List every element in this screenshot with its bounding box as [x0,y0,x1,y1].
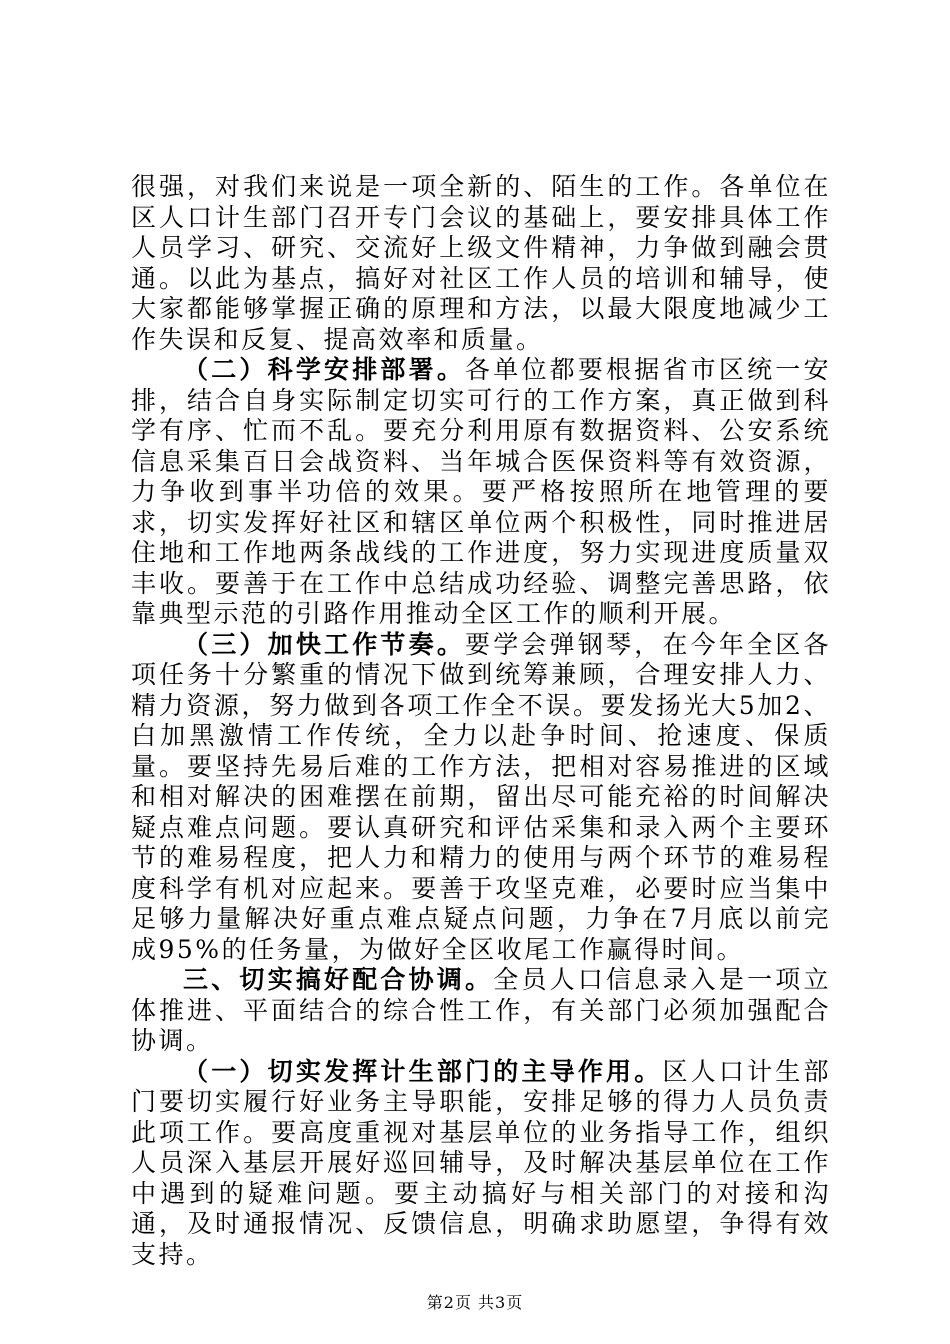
paragraph-continuation [131,172,831,355]
page-number: 第2页 共3页 [426,1293,524,1312]
paragraph-text: 各单位都要根据省市区统一安排，结合自身实际制定切实可行的工作方案，真正做到科学有序、忙而不乱。要充分利用原有数据资料、公安系统信息采集百日会战资料、当年城合医保资料等有效资源，力争收到事半功倍的效果。要严格按照所在地管理的要求，切实发挥好社区和辖区单位两个积极性，同时推进居住地和工作地两条战线的工作进度，努力实现进度质量双丰收。要善于在工作中总结成功经验、调整完善思路，依靠典型示范的引路作用推动全区工作的顺利开展。 [131,355,831,628]
paragraph-text: 要学会弹钢琴，在今年全区各项任务十分繁重的情况下做到统筹兼顾，合理安排人力、精力资源，努力做到各项工作全不误。要发扬光大5加2、白加黑激情工作传统，全力以赴争时间、抢速度、保质量。要坚持先易后难的工作方法，把相对容易推进的区域和相对解决的困难摆在前期，留出尽可能充裕的时间解决疑点难点问题。要认真研究和评估采集和录入两个主要环节的难易程度，把人力和精力的使用与两个环节的难易程度科学有机对应起来。要善于攻坚克难，必要时应当集中足够力量解决好重点难点疑点问题，力争在7月底以前完成95%的任务量，为做好全区收尾工作赢得时间。 [131,629,831,964]
paragraph-text: 全员人口信息录入是一项立体推进、平面结合的综合性工作，有关部门必须加强配合协调。 [131,965,831,1055]
section-heading: （一）切实发挥计生部门的主导作用。 [183,1056,663,1086]
paragraph-section-1 [131,1057,831,1271]
section-heading: 三、切实搞好配合协调。 [183,965,494,994]
section-heading: （三）加快工作节奏。 [183,629,466,659]
section-heading: （二）科学安排部署。 [183,355,466,384]
page-footer [0,1290,950,1313]
document-body [131,172,831,1270]
paragraph-part-three [131,965,831,1057]
paragraph-section-2 [131,355,831,630]
paragraph-text: 很强，对我们来说是一项全新的、陌生的工作。各单位在区人口计生部门召开专门会议的基础上，要安排具体工作人员学习、研究、交流好上级文件精神，力争做到融会贯通。以此为基点，搞好对社区工作人员的培训和辅导，使大家都能够掌握正确的原理和方法，以最大限度地减少工作失误和反复、提高效率和质量。 [131,172,831,354]
paragraph-section-3 [131,630,831,966]
paragraph-text: 区人口计生部门要切实履行好业务主导职能，安排足够的得力人员负责此项工作。要高度重视对基层单位的业务指导工作，组织人员深入基层开展好巡回辅导，及时解决基层单位在工作中遇到的疑难问题。要主动搞好与相关部门的对接和沟通，及时通报情况、反馈信息，明确求助愿望，争得有效支持。 [131,1056,831,1269]
